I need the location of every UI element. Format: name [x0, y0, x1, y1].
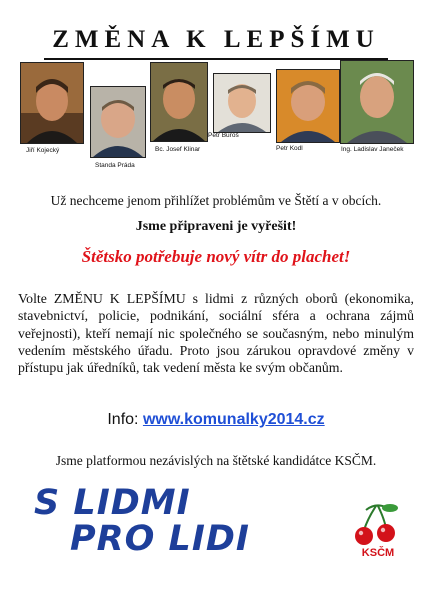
candidate-photo-5 [276, 69, 340, 143]
info-line [0, 411, 432, 429]
candidate-photo-2 [90, 86, 146, 158]
candidate-photo-1 [20, 62, 84, 144]
platform-text: Jsme platformou nezávislých na štětské kandidátce KSČM. [55, 453, 377, 468]
info-label: Info: [107, 411, 139, 428]
party-label: KSČM [361, 547, 395, 559]
candidate-name-3: Bc. Josef Klinar [155, 146, 201, 153]
candidate-name-5: Petr Kodl [276, 145, 303, 152]
logo-line-1: S LIDMI [34, 483, 191, 523]
page-title: ZMĚNA K LEPŠÍMU [52, 26, 380, 53]
slogan-text: Štětsko potřebuje nový vítr do plachet! [81, 247, 351, 266]
candidate-name-6: Ing. Ladislav Janeček [341, 146, 404, 153]
campaign-logo [30, 484, 330, 560]
candidate-name-1: Jiří Kojecký [26, 147, 60, 154]
candidate-photo-6 [340, 60, 414, 144]
intro-text: Už nechceme jenom přihlížet problémům ve Štětí a v obcích. [50, 193, 382, 208]
website-link[interactable]: www.komunalky2014.cz [142, 411, 325, 428]
body-paragraph: Volte ZMĚNU K LEPŠÍMU s lidmi z různých oborů (ekonomika, stavebnictví, policie, podnikání, sociální sféra a ochrana zájmů veřejnosti), kteří nemají nic společného se současným, nebo minulým vedením městského úřadu. Proto jsou zárukou opravdové změny v přístupu jak úředníků, tak vedení města ke svým občanům. [18, 291, 414, 376]
candidate-photo-4 [213, 73, 271, 133]
logo-line-2: PRO LIDI [70, 519, 250, 559]
title-underline [44, 58, 388, 60]
candidate-name-4: Petr Buroš [208, 132, 239, 139]
ready-text: Jsme připraveni je vyřešit! [135, 219, 297, 234]
candidate-photo-3 [150, 62, 208, 142]
candidate-name-2: Standa Práda [95, 162, 135, 169]
